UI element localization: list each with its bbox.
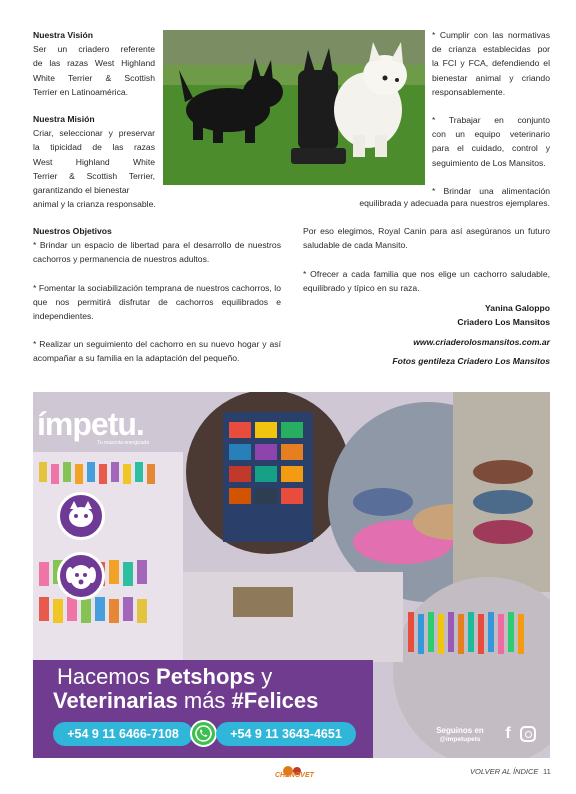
- right-line: con un equipo veterinario: [432, 129, 550, 140]
- right-line: seguimiento de Los Mansitos.: [432, 157, 546, 168]
- right-line: para el cuidado, control y: [432, 143, 550, 154]
- impetu-ad[interactable]: [33, 392, 550, 758]
- dog-icon: [57, 552, 105, 600]
- vision-line: Terrier en Latinoamérica.: [33, 86, 129, 97]
- vision-line: White Terrier & Scottish: [33, 72, 155, 83]
- headline-line1: Hacemos Petshops y: [57, 664, 273, 689]
- back-to-index-link[interactable]: VOLVER AL ÍNDICE: [470, 767, 539, 776]
- impetu-tagline: Tu mascota energizada: [97, 440, 150, 446]
- right-line: la FCI y FCA, defendiendo el: [432, 58, 550, 69]
- chenovet-text: CHENOVET: [275, 772, 314, 779]
- mission-line: Terrier & Scottish Terrier,: [33, 170, 155, 181]
- right-column-bottom: [303, 196, 550, 368]
- mission-block: [33, 112, 155, 211]
- mission-title: Nuestra Misión: [33, 114, 95, 124]
- cat-icon: [57, 492, 105, 540]
- right-line: bienestar animal y criando: [432, 72, 550, 83]
- offer-text: * Ofrecer a cada familia que nos elige un cachorro saludable, equilibrado y típico en su raza.: [303, 268, 550, 293]
- dogs-illustration: [163, 30, 425, 185]
- photo-credit: Fotos gentileza Criadero Los Mansitos: [392, 355, 550, 366]
- dogs-photo: [163, 30, 425, 185]
- objectives-block: [33, 224, 281, 366]
- headline-line2: Veterinarias más #Felices: [53, 688, 319, 713]
- vision-block: [33, 28, 155, 99]
- website-link[interactable]: www.criaderolosmansitos.com.ar: [413, 337, 550, 348]
- mission-line: la tipicidad de las razas: [33, 142, 155, 153]
- phone-button-1[interactable]: +54 9 11 6466-7108: [53, 722, 193, 746]
- mission-line: Criar, seleccionar y preservar: [33, 128, 155, 139]
- right-line: * Brindar una alimentación: [432, 185, 550, 196]
- objective-item: * Realizar un seguimiento del cachorro en su nuevo hogar y así acompañar a su familia en la adaptación del pequeño.: [33, 339, 281, 364]
- right-line: responsablemente.: [432, 86, 506, 97]
- mission-line: animal y la crianza responsable.: [33, 199, 156, 210]
- right-line: equilibrada y adecuada para nuestros ejemplares.: [359, 198, 550, 208]
- vision-line: de las razas West Highland: [33, 58, 155, 69]
- right-line: * Cumplir con las normativas: [432, 30, 550, 40]
- signature-org: Criadero Los Mansitos: [457, 317, 550, 328]
- right-line: * Trabajar en conjunto: [432, 115, 550, 126]
- objective-item: * Brindar un espacio de libertad para el desarrollo de nuestros cachorros y permanencia de nuestros adultos.: [33, 240, 281, 265]
- follow-label: Seguinos en @impetupets: [436, 726, 484, 743]
- vision-line: Ser un criadero referente: [33, 44, 155, 55]
- vision-title: Nuestra Visión: [33, 30, 94, 40]
- objective-item: * Fomentar la sociabilización temprana de nuestros cachorros, lo que nos permitirá disfrutar de cachorros equilibrados e independientes.: [33, 282, 281, 322]
- whatsapp-icon[interactable]: [190, 720, 217, 747]
- phone-button-2[interactable]: +54 9 11 3643-4651: [216, 722, 356, 746]
- mission-line: West Highland White: [33, 156, 155, 167]
- impetu-brand: ímpetu.: [37, 406, 144, 442]
- signature-name: Yanina Galoppo: [485, 303, 550, 314]
- impetu-logo: [33, 392, 158, 452]
- objectives-title: Nuestros Objetivos: [33, 226, 112, 236]
- instagram-icon[interactable]: [520, 726, 536, 742]
- right-line: de crianza establecidas por: [432, 44, 550, 55]
- royal-canin-text: Por eso elegimos, Royal Canin para así asegúranos un futuro saludable de cada Mansito.: [303, 226, 550, 251]
- facebook-icon[interactable]: f: [505, 725, 511, 742]
- right-column-top: [432, 28, 550, 198]
- mission-line: garantizando el bienestar: [33, 185, 130, 196]
- page-number: 11: [543, 767, 551, 776]
